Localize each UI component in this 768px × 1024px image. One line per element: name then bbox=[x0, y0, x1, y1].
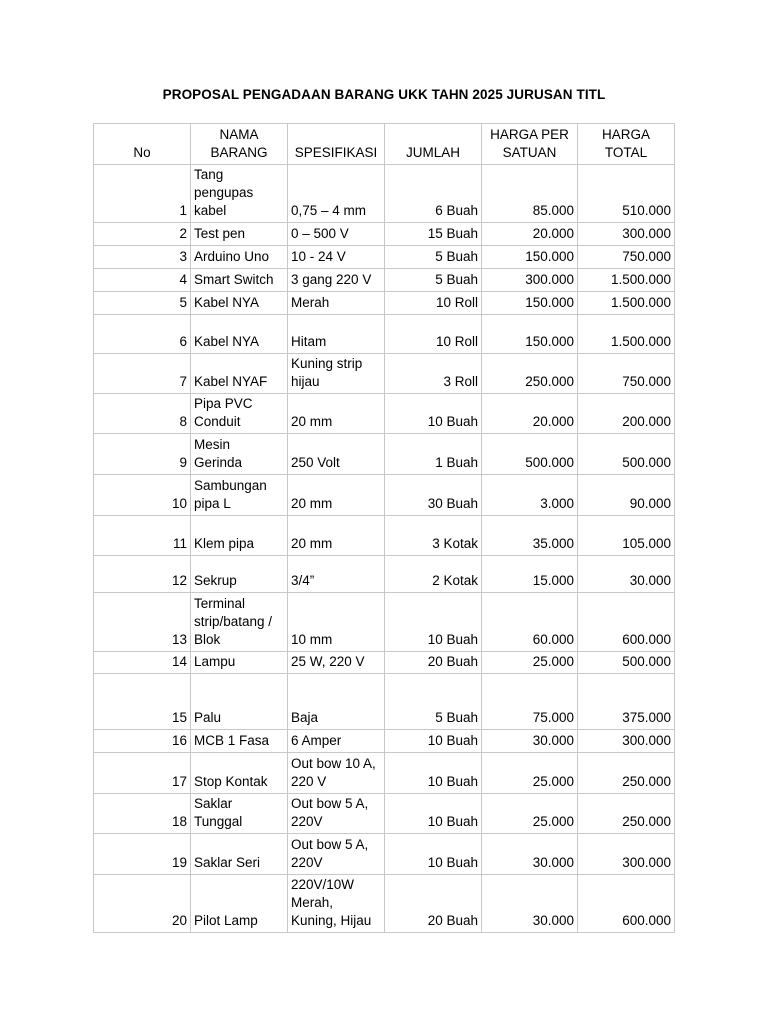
cell-harga-satuan: 3.000 bbox=[482, 475, 578, 516]
cell-harga-satuan: 30.000 bbox=[482, 834, 578, 875]
cell-jumlah: 1 Buah bbox=[385, 434, 482, 475]
cell-no: 1 bbox=[94, 165, 191, 223]
cell-nama-barang: Smart Switch bbox=[191, 269, 288, 292]
cell-harga-satuan: 150.000 bbox=[482, 246, 578, 269]
cell-harga-total: 300.000 bbox=[578, 730, 675, 753]
cell-nama-barang: Test pen bbox=[191, 223, 288, 246]
cell-no: 12 bbox=[94, 556, 191, 593]
cell-nama-barang: Kabel NYA bbox=[191, 292, 288, 315]
cell-no: 20 bbox=[94, 875, 191, 933]
cell-harga-total: 750.000 bbox=[578, 246, 675, 269]
cell-spesifikasi: 0,75 – 4 mm bbox=[288, 165, 385, 223]
cell-jumlah: 10 Roll bbox=[385, 315, 482, 354]
cell-nama-barang: Arduino Uno bbox=[191, 246, 288, 269]
cell-spesifikasi: Baja bbox=[288, 674, 385, 730]
table-row bbox=[94, 223, 675, 246]
table-row bbox=[94, 475, 675, 516]
cell-spesifikasi: 0 – 500 V bbox=[288, 223, 385, 246]
cell-no: 8 bbox=[94, 394, 191, 434]
cell-jumlah: 5 Buah bbox=[385, 269, 482, 292]
cell-jumlah: 15 Buah bbox=[385, 223, 482, 246]
cell-nama-barang: Tang pengupas kabel bbox=[191, 165, 288, 223]
cell-jumlah: 10 Buah bbox=[385, 834, 482, 875]
table-row bbox=[94, 875, 675, 933]
cell-harga-satuan: 150.000 bbox=[482, 315, 578, 354]
cell-no: 2 bbox=[94, 223, 191, 246]
cell-spesifikasi: 3 gang 220 V bbox=[288, 269, 385, 292]
cell-no: 18 bbox=[94, 794, 191, 834]
cell-jumlah: 5 Buah bbox=[385, 674, 482, 730]
cell-jumlah: 30 Buah bbox=[385, 475, 482, 516]
cell-spesifikasi: 10 - 24 V bbox=[288, 246, 385, 269]
cell-harga-satuan: 250.000 bbox=[482, 354, 578, 394]
table-row bbox=[94, 593, 675, 652]
cell-spesifikasi: Merah bbox=[288, 292, 385, 315]
cell-no: 4 bbox=[94, 269, 191, 292]
item-table bbox=[93, 123, 675, 933]
cell-spesifikasi: Hitam bbox=[288, 315, 385, 354]
cell-spesifikasi: 20 mm bbox=[288, 394, 385, 434]
cell-spesifikasi: Out bow 5 A, 220V bbox=[288, 834, 385, 875]
cell-harga-total: 300.000 bbox=[578, 223, 675, 246]
cell-nama-barang: Palu bbox=[191, 674, 288, 730]
cell-harga-total: 30.000 bbox=[578, 556, 675, 593]
cell-jumlah: 10 Buah bbox=[385, 593, 482, 652]
table-row bbox=[94, 269, 675, 292]
table-row bbox=[94, 394, 675, 434]
cell-nama-barang: MCB 1 Fasa bbox=[191, 730, 288, 753]
cell-harga-total: 1.500.000 bbox=[578, 292, 675, 315]
cell-no: 9 bbox=[94, 434, 191, 475]
cell-spesifikasi: 10 mm bbox=[288, 593, 385, 652]
cell-harga-satuan: 85.000 bbox=[482, 165, 578, 223]
cell-no: 15 bbox=[94, 674, 191, 730]
cell-jumlah: 10 Roll bbox=[385, 292, 482, 315]
cell-spesifikasi: 25 W, 220 V bbox=[288, 652, 385, 674]
document-title: PROPOSAL PENGADAAN BARANG UKK TAHN 2025 JURUSAN TITL bbox=[162, 87, 606, 102]
cell-harga-satuan: 35.000 bbox=[482, 516, 578, 556]
cell-nama-barang: Saklar Tunggal bbox=[191, 794, 288, 834]
cell-spesifikasi: Out bow 5 A, 220V bbox=[288, 794, 385, 834]
cell-nama-barang: Terminal strip/batang / Blok bbox=[191, 593, 288, 652]
header-jumlah: JUMLAH bbox=[385, 124, 482, 165]
table-row bbox=[94, 315, 675, 354]
cell-harga-total: 1.500.000 bbox=[578, 269, 675, 292]
cell-jumlah: 5 Buah bbox=[385, 246, 482, 269]
cell-harga-satuan: 20.000 bbox=[482, 394, 578, 434]
header-harga-total: HARGA TOTAL bbox=[578, 124, 675, 165]
cell-harga-total: 600.000 bbox=[578, 875, 675, 933]
cell-nama-barang: Kabel NYAF bbox=[191, 354, 288, 394]
table-row bbox=[94, 165, 675, 223]
cell-nama-barang: Saklar Seri bbox=[191, 834, 288, 875]
table-row bbox=[94, 674, 675, 730]
cell-jumlah: 10 Buah bbox=[385, 794, 482, 834]
cell-spesifikasi: 250 Volt bbox=[288, 434, 385, 475]
table-row bbox=[94, 292, 675, 315]
cell-nama-barang: Sekrup bbox=[191, 556, 288, 593]
cell-nama-barang: Pipa PVC Conduit bbox=[191, 394, 288, 434]
cell-nama-barang: Lampu bbox=[191, 652, 288, 674]
table-body bbox=[94, 165, 675, 933]
cell-no: 17 bbox=[94, 753, 191, 794]
cell-jumlah: 3 Kotak bbox=[385, 516, 482, 556]
cell-spesifikasi: 3/4” bbox=[288, 556, 385, 593]
cell-spesifikasi: 20 mm bbox=[288, 475, 385, 516]
cell-harga-satuan: 300.000 bbox=[482, 269, 578, 292]
cell-jumlah: 10 Buah bbox=[385, 394, 482, 434]
cell-harga-satuan: 60.000 bbox=[482, 593, 578, 652]
cell-no: 19 bbox=[94, 834, 191, 875]
table-row bbox=[94, 753, 675, 794]
cell-harga-satuan: 30.000 bbox=[482, 875, 578, 933]
cell-harga-total: 510.000 bbox=[578, 165, 675, 223]
header-harga-satuan: HARGA PER SATUAN bbox=[482, 124, 578, 165]
cell-harga-total: 250.000 bbox=[578, 753, 675, 794]
cell-no: 5 bbox=[94, 292, 191, 315]
cell-spesifikasi: Out bow 10 A, 220 V bbox=[288, 753, 385, 794]
cell-jumlah: 6 Buah bbox=[385, 165, 482, 223]
cell-harga-satuan: 150.000 bbox=[482, 292, 578, 315]
cell-jumlah: 10 Buah bbox=[385, 753, 482, 794]
table-row bbox=[94, 556, 675, 593]
cell-harga-satuan: 15.000 bbox=[482, 556, 578, 593]
cell-harga-satuan: 30.000 bbox=[482, 730, 578, 753]
cell-nama-barang: Sambungan pipa L bbox=[191, 475, 288, 516]
header-spesifikasi: SPESIFIKASI bbox=[288, 124, 385, 165]
cell-harga-satuan: 25.000 bbox=[482, 753, 578, 794]
cell-harga-total: 105.000 bbox=[578, 516, 675, 556]
cell-no: 16 bbox=[94, 730, 191, 753]
cell-jumlah: 3 Roll bbox=[385, 354, 482, 394]
cell-no: 6 bbox=[94, 315, 191, 354]
table-header-row bbox=[94, 124, 675, 165]
cell-harga-satuan: 25.000 bbox=[482, 794, 578, 834]
cell-harga-total: 500.000 bbox=[578, 434, 675, 475]
cell-harga-satuan: 25.000 bbox=[482, 652, 578, 674]
cell-spesifikasi: 220V/10W Merah, Kuning, Hijau bbox=[288, 875, 385, 933]
cell-no: 13 bbox=[94, 593, 191, 652]
cell-no: 14 bbox=[94, 652, 191, 674]
cell-no: 3 bbox=[94, 246, 191, 269]
cell-harga-satuan: 20.000 bbox=[482, 223, 578, 246]
cell-harga-total: 250.000 bbox=[578, 794, 675, 834]
cell-harga-total: 500.000 bbox=[578, 652, 675, 674]
table-row bbox=[94, 516, 675, 556]
table-row bbox=[94, 354, 675, 394]
cell-harga-satuan: 500.000 bbox=[482, 434, 578, 475]
cell-spesifikasi: 20 mm bbox=[288, 516, 385, 556]
cell-harga-satuan: 75.000 bbox=[482, 674, 578, 730]
cell-nama-barang: Stop Kontak bbox=[191, 753, 288, 794]
table-row bbox=[94, 246, 675, 269]
table-row bbox=[94, 434, 675, 475]
cell-nama-barang: Mesin Gerinda bbox=[191, 434, 288, 475]
table-row bbox=[94, 652, 675, 674]
cell-spesifikasi: 6 Amper bbox=[288, 730, 385, 753]
table-row bbox=[94, 834, 675, 875]
cell-harga-total: 200.000 bbox=[578, 394, 675, 434]
cell-no: 7 bbox=[94, 354, 191, 394]
cell-jumlah: 20 Buah bbox=[385, 652, 482, 674]
cell-jumlah: 2 Kotak bbox=[385, 556, 482, 593]
cell-nama-barang: Klem pipa bbox=[191, 516, 288, 556]
cell-spesifikasi: Kuning strip hijau bbox=[288, 354, 385, 394]
cell-no: 10 bbox=[94, 475, 191, 516]
cell-jumlah: 10 Buah bbox=[385, 730, 482, 753]
cell-no: 11 bbox=[94, 516, 191, 556]
table-row bbox=[94, 730, 675, 753]
header-no: No bbox=[94, 124, 191, 165]
cell-harga-total: 750.000 bbox=[578, 354, 675, 394]
cell-harga-total: 600.000 bbox=[578, 593, 675, 652]
cell-harga-total: 375.000 bbox=[578, 674, 675, 730]
header-nama-barang: NAMA BARANG bbox=[191, 124, 288, 165]
cell-harga-total: 1.500.000 bbox=[578, 315, 675, 354]
cell-harga-total: 90.000 bbox=[578, 475, 675, 516]
cell-harga-total: 300.000 bbox=[578, 834, 675, 875]
table-row bbox=[94, 794, 675, 834]
cell-nama-barang: Pilot Lamp bbox=[191, 875, 288, 933]
cell-jumlah: 20 Buah bbox=[385, 875, 482, 933]
cell-nama-barang: Kabel NYA bbox=[191, 315, 288, 354]
